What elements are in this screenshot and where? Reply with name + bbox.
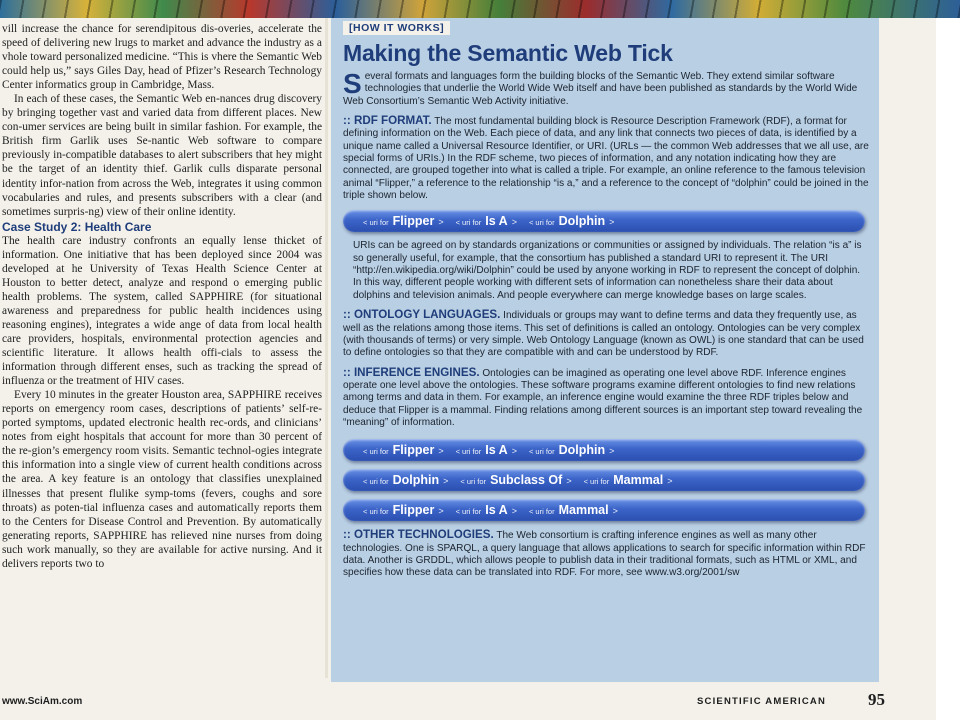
uri-suffix: > [438, 506, 444, 517]
triple-object [584, 473, 673, 487]
triple-predicate [456, 503, 517, 517]
article-column [0, 22, 322, 694]
triple-object [529, 214, 614, 228]
triple-predicate [460, 473, 571, 487]
triple-term: Dolphin [558, 214, 606, 229]
triple-term: Flipper [392, 214, 435, 229]
triple-term: Mammal [613, 473, 664, 488]
section-label: :: RDF FORMAT. [343, 114, 432, 128]
triple-term: Subclass Of [490, 473, 563, 488]
uri-prefix: < uri for [363, 218, 389, 228]
footer-publication: SCIENTIFIC AMERICAN [697, 696, 827, 707]
footer-url: www.SciAm.com [2, 696, 83, 707]
other-technologies-section [343, 529, 869, 579]
triple-term: Flipper [392, 503, 435, 518]
box-title: Making the Semantic Web Tick [343, 40, 673, 66]
section-text: The most fundamental building block is Resource Description Framework (RDF), a format for defining information on the Web. Each piece of data, and any link that connects two pieces of data, is identified by a unique name called a Universal Resource Identifier, or URI. (URLs — the common Web addresses that we all use, are special forms of URIs.) In the RDF scheme, two pieces of information, and any notation indicating how they are connected, are grouped together into what is called a triple. For example, an online reference to the famous television animal “Flipper,” a reference to the relationship “is a,” and a reference to the concept of “dolphin” could be joined in the triple shown below. [343, 116, 869, 202]
triple-subject [363, 214, 444, 228]
box-intro [343, 68, 869, 108]
article-paragraph: In each of these cases, the Semantic Web en-nances drug discovery by bringing together vast and varied data from different places. New con-umer services are being built in similar fashion. For example, the British firm Garlik uses Se-nantic Web software to compare previously in-compatible databases to alert subscribers that hey might be the target of an identity thief. Garlik culls disparate personal identity infor-nation from across the Web, integrates it using common vocabularies and rules, and presents subscribers with a clear (and sometimes surpris-ng) view of their online identity. [2, 93, 322, 218]
triple-term: Dolphin [558, 443, 606, 458]
triple-subject [363, 443, 444, 457]
section-label: :: ONTOLOGY LANGUAGES. [343, 308, 501, 322]
uri-suffix: > [511, 446, 517, 457]
page-number: 95 [868, 690, 885, 709]
triple-term: Mammal [558, 503, 609, 518]
rdf-triple-pill [343, 210, 865, 232]
uri-prefix: < uri for [363, 477, 389, 487]
triple-object [529, 443, 614, 457]
section-label: :: INFERENCE ENGINES. [343, 365, 480, 379]
uri-suffix: > [667, 476, 673, 487]
uri-prefix: < uri for [528, 218, 555, 228]
uri-suffix: > [438, 217, 444, 228]
triple-term: Is A [485, 503, 508, 518]
uri-prefix: < uri for [455, 507, 482, 517]
article-paragraph: The health care industry confronts an equally lense thicket of information. One initiative that has been deployed since 2004 was developed at he University of Texas Health Science Center at Houston to better detect, analyze and respond o emerging public health problems. The system, called SAPPHIRE (for situational awareness and preparedness for public health incidences using reasoning engines), integrates a wide ange of data from local health care providers, hospitals, environmental protection agencies and scientific literature. It allows health offi-cials to assess the information through different enses, such as tracking the spread of influenza or the treatment of HIV cases. [2, 234, 322, 388]
section-text: The Web consortium is crafting inference engines as well as many other technologies. One is SPARQL, a query language that allows applications to search for specific information within RDF data. Another is GRDDL, which allows people to publish data in their traditional formats, such as HTML or XML, and specifies how these data can be translated into RDF. For more, see www.w3.org/2001/sw [343, 530, 866, 579]
ontology-section [343, 309, 869, 359]
case-study-heading: Case Study 2: Health Care [2, 219, 152, 234]
triple-subject [363, 503, 444, 517]
uri-suffix: > [609, 217, 615, 228]
uri-prefix: < uri for [528, 447, 555, 457]
rdf-after-text: URIs can be agreed on by standards organizations or communities or assigned by individuals. The relation “is a” is so generally useful, for example, that the consortium has published a standard URI to represent it. The URI “http://en.wikipedia.org/wiki/Dolphin” could be used by anyone working in RDF to represent the concept of dolphin. In this way, different people working with different sets of information can nonetheless share their data about dolphins and television animals. And people everywhere can merge knowledge bases on large scales. [353, 240, 862, 301]
triple-term: Dolphin [392, 473, 440, 488]
column-gutter [325, 18, 328, 678]
uri-prefix: < uri for [460, 477, 487, 487]
drop-cap: S [343, 68, 362, 99]
triple-subject [363, 473, 448, 487]
uri-suffix: > [566, 476, 572, 487]
how-it-works-box [331, 18, 879, 682]
uri-prefix: < uri for [455, 447, 482, 457]
uri-suffix: > [511, 506, 517, 517]
rdf-triple-pill [343, 499, 865, 521]
section-label: :: OTHER TECHNOLOGIES. [343, 528, 494, 542]
box-intro-text: everal formats and languages form the building blocks of the Semantic Web. They extend similar software technologies that underlie the World Wide Web itself and have been published as standards by the World Wide Web Consortium’s Semantic Web Activity initiative. [343, 71, 858, 107]
triple-term: Flipper [392, 443, 435, 458]
magazine-page [0, 18, 936, 720]
uri-suffix: > [438, 446, 444, 457]
section-text: Ontologies can be imagined as operating one level above RDF. Inference engines operate one level above the ontologies. These software programs examine different ontologies to find new relations among terms and data in them. For example, an inference engine would examine the three RDF triples below and deduce that Flipper is a mammal. Finding relations among different sources is an important step toward revealing the “meaning” of information. [343, 367, 863, 428]
article-paragraph: Every 10 minutes in the greater Houston area, SAPPHIRE receives reports on emergency room cases, descriptions of patients’ self-re-ported symptoms, updated electronic health rec-ords, and clinicians’ notes from eight hospitals that account for more than 30 percent of the re-gion’s emergency room visits. Semantic technol-ogies integrate this information into a single view of current health conditions across the area. A key feature is an ontology that classifies unexplained illnesses that present flulike symp-toms (fevers, coughs and sore throats) as poten-tial influenza cases and automatically reports them to the Centers for Disease Control and Prevention. By automatically generating reports, SAPPHIRE has relieved nine nurses from doing such work manually, so they are available for active nursing. And it delivers reports two to [2, 389, 322, 570]
triple-predicate [456, 443, 517, 457]
uri-suffix: > [511, 217, 517, 228]
triple-term: Is A [485, 443, 508, 458]
uri-suffix: > [609, 446, 615, 457]
uri-prefix: < uri for [363, 447, 389, 457]
article-paragraph: vill increase the chance for serendipitous dis-overies, accelerate the speed of delivering new lrugs to market and advance the industry as a vhole toward personalized medicine. “This is vhere the Semantic Web could help us,” says Giles Day, head of Pfizer’s Research Technology Center informatics group in Cambridge, Mass. [2, 23, 322, 92]
inference-section [343, 367, 869, 430]
triple-predicate [456, 214, 517, 228]
uri-suffix: > [443, 476, 449, 487]
rdf-triple-pill [343, 469, 865, 491]
uri-prefix: < uri for [583, 477, 610, 487]
uri-suffix: > [612, 506, 618, 517]
triple-object [529, 503, 618, 517]
uri-prefix: < uri for [455, 218, 482, 228]
section-text: Individuals or groups may want to define terms and data they frequently use, as well as the relations among those items. This set of definitions is called an ontology. Ontologies can be very complex (with thousands of terms) or very simple. Web Ontology Language (known as OWL) is one standard that can be used to define ontologies so that they are compatible with and can be understood by RDF. [343, 310, 864, 359]
box-kicker: [HOW IT WORKS] [343, 21, 450, 35]
uri-prefix: < uri for [528, 507, 555, 517]
page-edge [936, 18, 960, 720]
triple-term: Is A [485, 214, 508, 229]
uri-prefix: < uri for [363, 507, 389, 517]
rdf-triple-pill [343, 439, 865, 461]
rdf-section [343, 115, 869, 202]
